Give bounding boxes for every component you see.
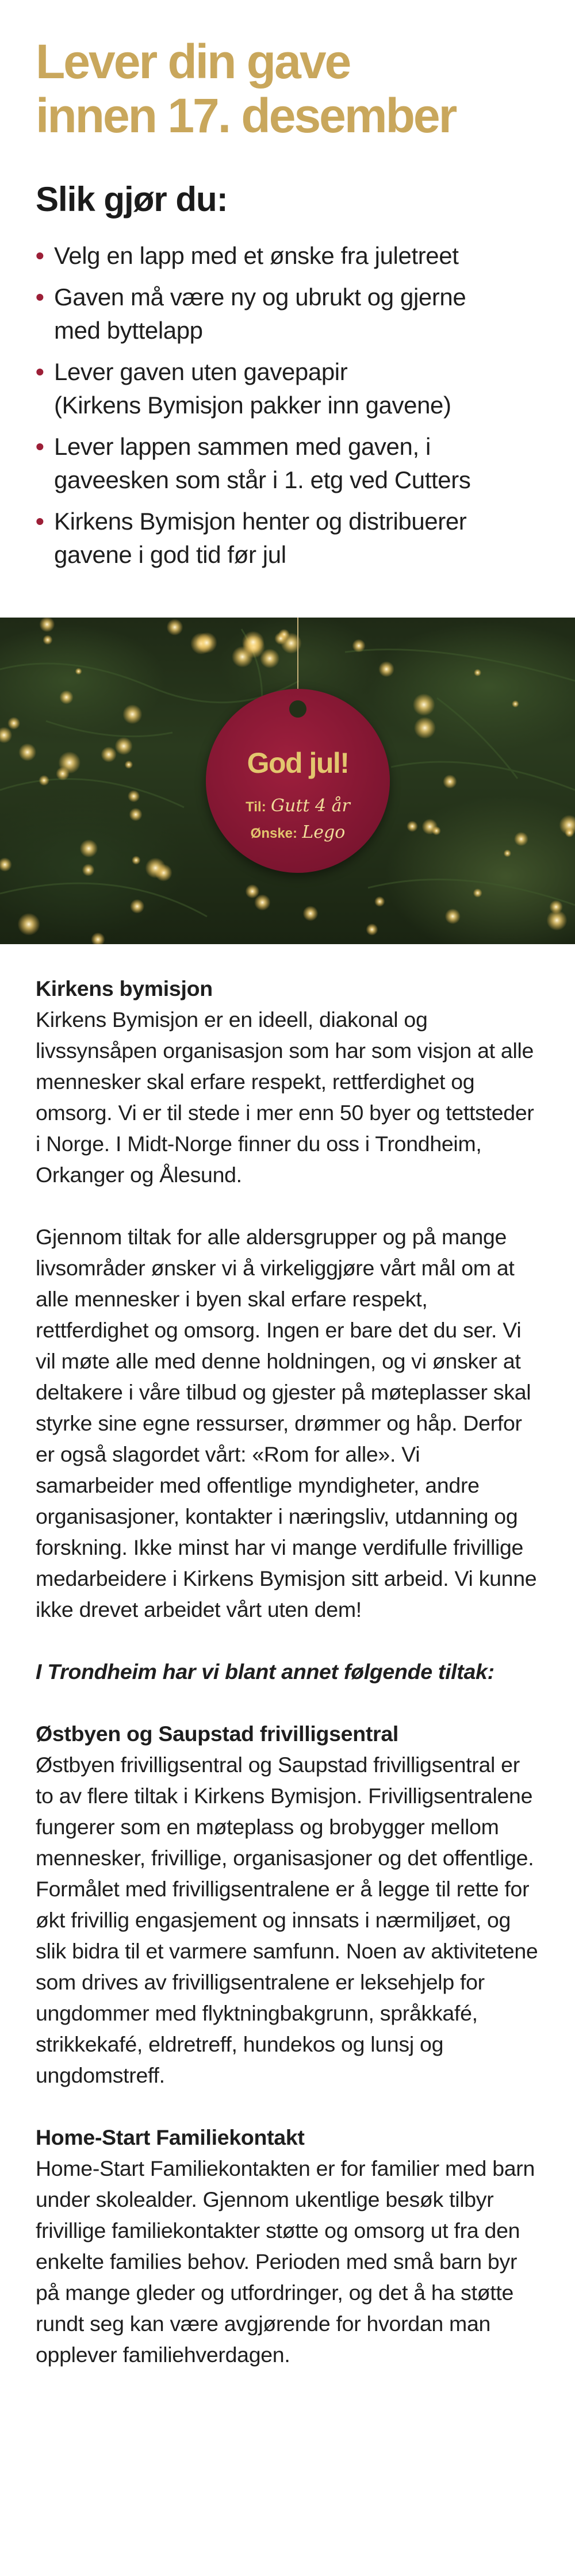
about-heading: Kirkens bymisjon xyxy=(36,976,213,1000)
fairy-light xyxy=(378,661,394,677)
fairy-light xyxy=(413,693,435,716)
instructions-heading: Slik gjør du: xyxy=(36,180,228,218)
fairy-light xyxy=(422,819,438,835)
gift-tag xyxy=(206,689,390,873)
fairy-light xyxy=(242,631,264,653)
volunteer-center-heading: Østbyen og Saupstad frivilligsentral xyxy=(36,1722,399,1746)
fairy-light xyxy=(514,832,528,846)
fairy-light xyxy=(167,619,183,635)
fairy-light xyxy=(82,864,95,876)
fairy-light xyxy=(374,896,385,907)
fairy-light xyxy=(565,828,574,837)
fairy-light xyxy=(274,632,287,645)
fairy-light xyxy=(17,913,40,936)
fairy-light xyxy=(129,808,142,821)
fairy-light xyxy=(130,899,144,914)
fairy-light xyxy=(128,790,140,802)
bullet-icon: • xyxy=(36,283,44,310)
fairy-light xyxy=(512,700,519,708)
fairy-light xyxy=(122,704,142,724)
fairy-light xyxy=(474,669,481,676)
fairy-light xyxy=(366,923,378,936)
fairy-light xyxy=(407,821,418,832)
headline xyxy=(36,34,539,143)
fairy-light xyxy=(39,618,55,632)
fairy-light xyxy=(352,639,365,652)
bullet-icon: • xyxy=(36,508,44,535)
measures-intro: I Trondheim har vi blant annet følgende tiltak: xyxy=(36,1659,494,1684)
top-section xyxy=(0,0,575,572)
tag-to-label: Til: xyxy=(246,799,266,815)
fairy-light xyxy=(303,906,319,921)
bullet-icon: • xyxy=(36,358,44,385)
fairy-light xyxy=(75,668,82,675)
fairy-light xyxy=(43,635,52,645)
fairy-light xyxy=(196,632,217,654)
fairy-light xyxy=(473,888,482,898)
home-start-text: Home-Start Familiekontakten er for familier med barn under skolealder. Gjennom ukentlige besøk tilbyr frivillige familiekontakter støtte og omsorg ut fra den enkelte families behov. Perioden med små barn byr på mange gleder og utfordringer, og det å ha støtte rundt seg kan være avgjørende for hvordan man opplever familiehverdagen. xyxy=(36,2156,535,2367)
fairy-light xyxy=(0,857,12,872)
instruction-text: Velg en lapp med et ønske fra juletreet xyxy=(54,242,459,269)
instruction-text: Lever lappen sammen med gaven, i xyxy=(54,433,431,460)
christmas-tree-image xyxy=(0,618,575,944)
fairy-light xyxy=(132,856,141,865)
fairy-light xyxy=(18,743,36,761)
fairy-light xyxy=(80,839,98,858)
tag-title: God jul! xyxy=(247,747,349,779)
fairy-light xyxy=(549,900,563,914)
instruction-text: Gaven må være ny og ubrukt og gjerne xyxy=(54,283,466,310)
bullet-icon: • xyxy=(36,242,44,269)
fairy-light xyxy=(125,761,133,769)
volunteer-center-text: Østbyen frivilligsentral og Saupstad frivilligsentral er to av flere tiltak i Kirkens Bymisjon. Frivilligsentralene fungerer som en møteplass og brobygger mellom mennesker, frivillige, organisasjoner og det offentlige. Formålet med frivilligsentralene er å legge til rette for økt frivillig engasjement og innsats i nærmiljøet, og slik bidra til et varmere samfunn. Noen av aktivitetene som drives av frivilligsentralene er leksehjelp for ungdommer med flyktningbakgrunn, språkkafé, strikkekafé, eldretreff, hundekos og lunsj og ungdomstreff. xyxy=(36,1753,538,2087)
about-paragraph xyxy=(36,973,542,1190)
fairy-light xyxy=(504,849,511,857)
fairy-light xyxy=(260,649,279,668)
fairy-light xyxy=(39,775,49,786)
tag-wish-value: Lego xyxy=(302,822,346,842)
fairy-light xyxy=(445,908,461,924)
fairy-light xyxy=(414,717,436,739)
instruction-text-continued: gavene i god tid før jul xyxy=(54,541,286,568)
fairy-light xyxy=(145,858,166,879)
tag-wish-line xyxy=(206,822,390,842)
headline-line-1: Lever din gave xyxy=(36,34,350,89)
instruction-item xyxy=(36,281,539,347)
fairy-light xyxy=(254,894,270,910)
instruction-text-continued: gaveesken som står i 1. etg ved Cutters xyxy=(54,466,471,493)
fairy-light xyxy=(443,775,457,788)
instruction-text: Kirkens Bymisjon henter og distribuerer xyxy=(54,508,467,535)
volunteer-center-paragraph xyxy=(36,1718,542,2091)
fairy-light xyxy=(59,690,73,704)
instruction-item xyxy=(36,239,539,273)
tag-wish-label: Ønske: xyxy=(250,826,298,841)
tag-hole xyxy=(289,700,306,718)
home-start-paragraph xyxy=(36,2122,542,2370)
tag-recipient-line xyxy=(206,796,390,816)
about-text: Kirkens Bymisjon er en ideell, diakonal og livssynsåpen organisasjon som har som visjon at alle mennesker skal erfare respekt, rettferdighet og omsorg. Vi er til stede i mer enn 50 byer og tettsteder i Norge. I Midt-Norge finner du oss i Trondheim, Orkanger og Ålesund. xyxy=(36,1007,534,1187)
instruction-text-continued: (Kirkens Bymisjon pakker inn gavene) xyxy=(54,392,451,419)
fairy-light xyxy=(0,727,12,743)
instruction-item xyxy=(36,430,539,497)
fairy-light xyxy=(101,746,116,762)
mission-paragraph: Gjennom tiltak for alle aldersgrupper og på mange livsområder ønsker vi å virkeliggjøre vårt mål om at alle mennesker i byen skal erfare respekt, rettferdighet og omsorg. Ingen er bare det du ser. Vi vil møte alle med denne holdningen, og vi ønsker at deltakere i våre tilbud og gjester på møteplasser skal styrke sine egne ressurser, drømmer og håp. Derfor er også slagordet vårt: «Rom for alle». Vi samarbeider med offentlige myndigheter, andre organisasjoner, kontakter i næringsliv, utdanning og forskning. Ikke minst har vi mange verdifulle frivillige medarbeidere i Kirkens Bymisjon sitt arbeid. Vi kunne ikke drevet arbeidet vårt uten dem! xyxy=(36,1225,537,1621)
home-start-heading: Home-Start Familiekontakt xyxy=(36,2125,305,2149)
instruction-text-continued: med byttelapp xyxy=(54,317,203,344)
instruction-item xyxy=(36,355,539,422)
instruction-list xyxy=(36,239,539,572)
fairy-light xyxy=(56,767,70,781)
headline-line-2: innen 17. desember xyxy=(36,89,456,143)
instruction-item xyxy=(36,505,539,572)
fairy-light xyxy=(7,717,20,730)
info-section xyxy=(36,973,542,2401)
fairy-light xyxy=(91,933,105,944)
tag-to-value: Gutt 4 år xyxy=(271,796,350,816)
bullet-icon: • xyxy=(36,433,44,460)
instruction-text: Lever gaven uten gavepapir xyxy=(54,358,348,385)
fairy-light xyxy=(115,737,133,755)
